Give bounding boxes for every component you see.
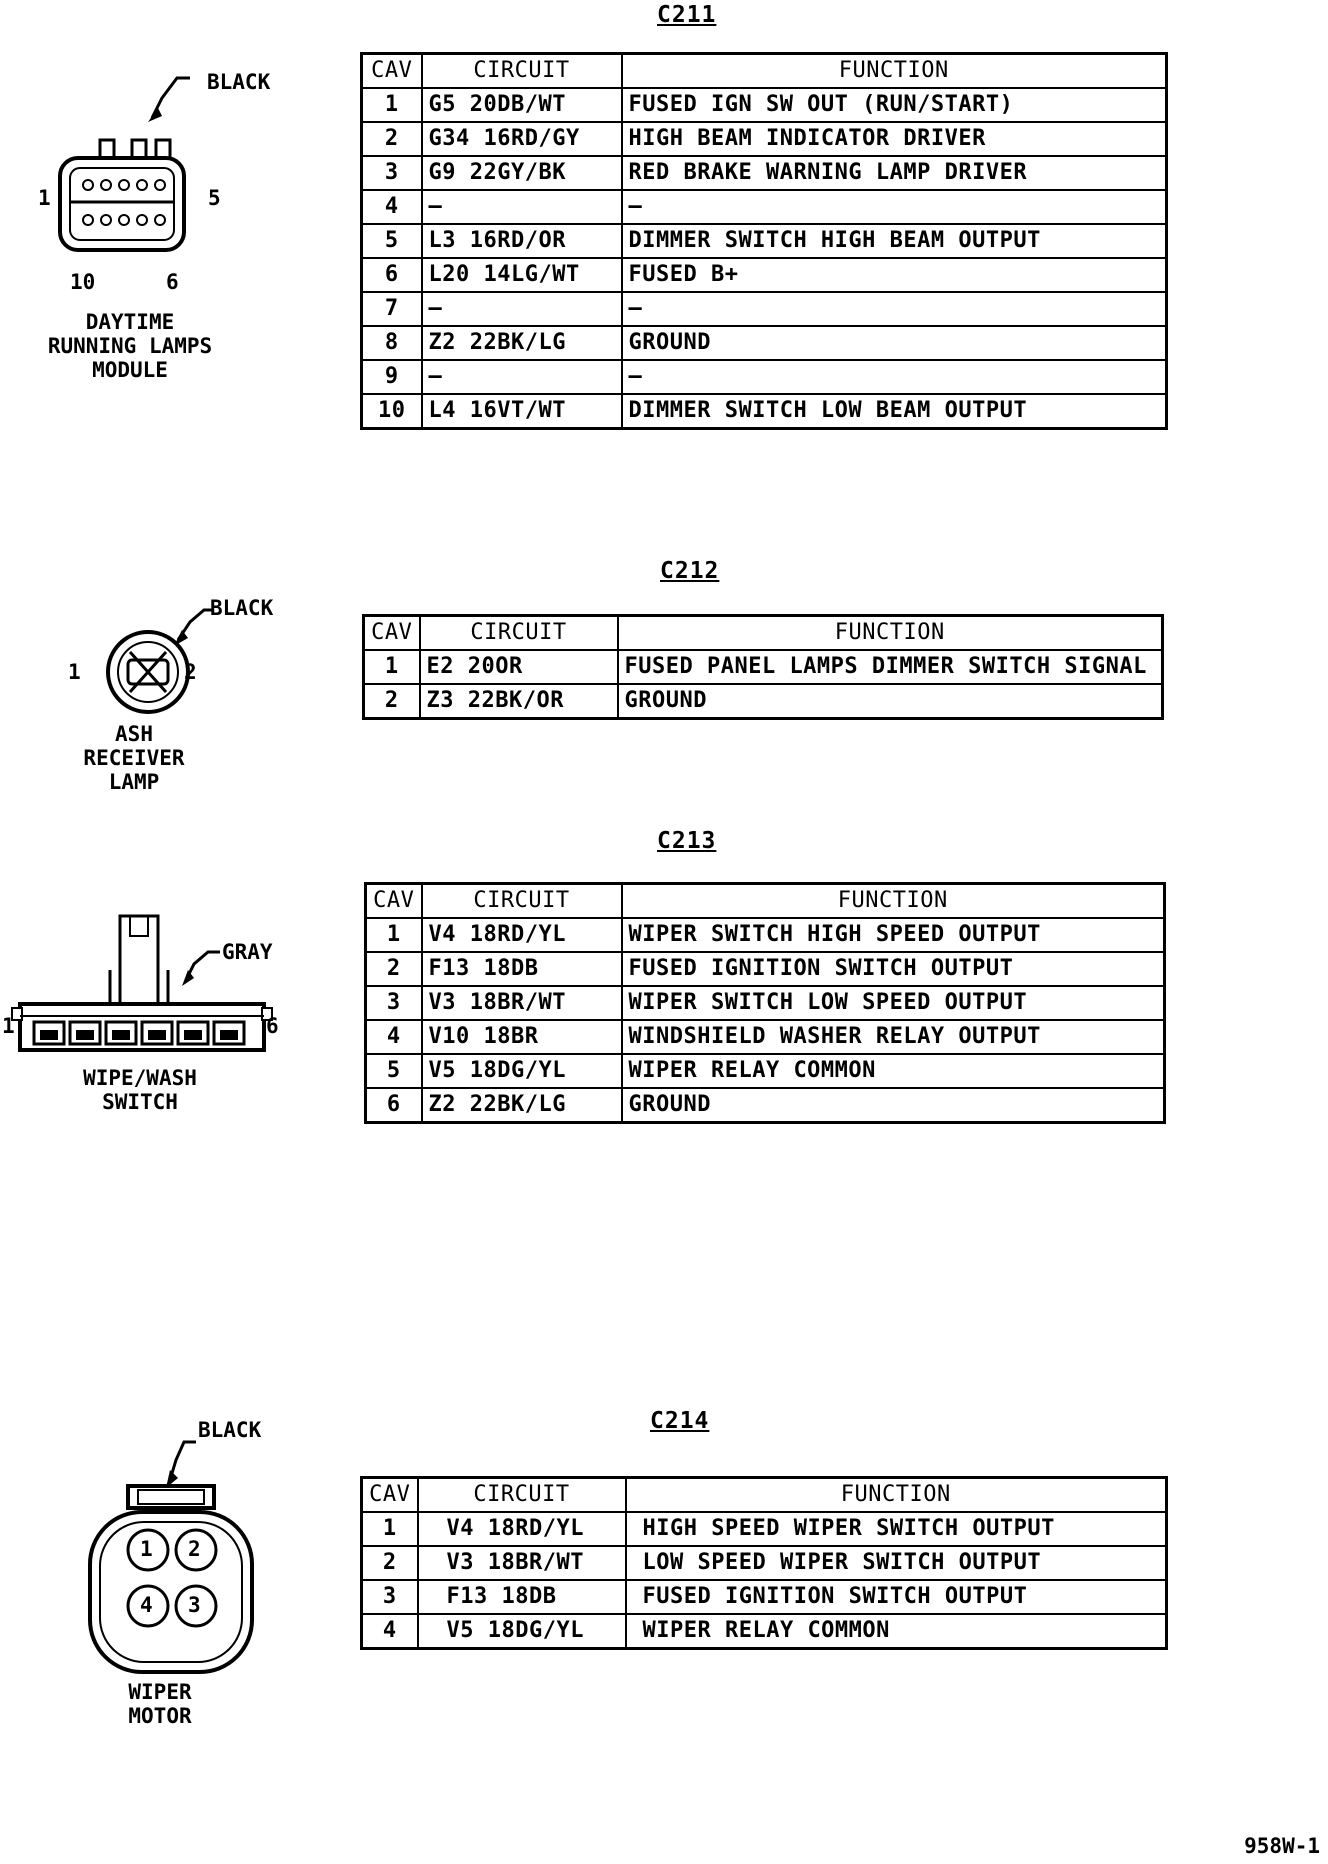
table-row	[366, 952, 1165, 986]
header-cav: CAV	[366, 884, 422, 919]
cav-cell: 5	[362, 224, 422, 258]
pin-label-c213-6: 6	[266, 1014, 279, 1038]
function-cell: FUSED IGNITION SWITCH OUTPUT	[626, 1580, 1167, 1614]
cav-cell: 2	[362, 122, 422, 156]
circuit-cell: G5 20DB/WT	[422, 88, 622, 122]
table-row	[362, 1580, 1167, 1614]
pin-label-c211-10: 10	[70, 270, 96, 294]
header-circuit: CIRCUIT	[422, 884, 622, 919]
circuit-cell: L4 16VT/WT	[422, 394, 622, 429]
color-label-c214: BLACK	[198, 1418, 262, 1442]
circuit-cell: —	[422, 360, 622, 394]
header-circuit: CIRCUIT	[420, 616, 618, 651]
function-cell: —	[622, 292, 1167, 326]
circuit-cell: G9 22GY/BK	[422, 156, 622, 190]
component-name-line: MODULE	[92, 358, 168, 382]
color-label-c212: BLACK	[210, 596, 274, 620]
circuit-cell: L20 14LG/WT	[422, 258, 622, 292]
function-cell: —	[622, 190, 1167, 224]
cav-cell: 4	[366, 1020, 422, 1054]
table-header-row	[366, 884, 1165, 919]
pin-label-c214-1: 1	[140, 1537, 153, 1561]
circuit-cell: Z3 22BK/OR	[420, 684, 618, 719]
cav-cell: 2	[364, 684, 420, 719]
cav-cell: 3	[362, 1580, 418, 1614]
table-row	[366, 1054, 1165, 1088]
color-label-c211: BLACK	[207, 70, 271, 94]
pin-label-c211-1: 1	[38, 186, 51, 210]
table-row	[362, 1512, 1167, 1546]
table-row	[362, 1614, 1167, 1649]
table-row	[362, 258, 1167, 292]
table-row	[362, 292, 1167, 326]
circuit-cell: V5 18DG/YL	[422, 1054, 622, 1088]
connector-c213-drawing	[10, 910, 290, 1060]
circuit-cell: —	[422, 292, 622, 326]
table-header-row	[364, 616, 1163, 651]
circuit-cell: E2 20OR	[420, 650, 618, 684]
component-name-line: MOTOR	[128, 1704, 192, 1728]
cav-cell: 9	[362, 360, 422, 394]
component-name-line: WIPER	[128, 1680, 192, 1704]
function-cell: FUSED PANEL LAMPS DIMMER SWITCH SIGNAL	[618, 650, 1163, 684]
component-name-line: RECEIVER	[83, 746, 185, 770]
function-cell: HIGH SPEED WIPER SWITCH OUTPUT	[626, 1512, 1167, 1546]
pin-label-c214-4: 4	[140, 1593, 153, 1617]
function-cell: —	[622, 360, 1167, 394]
circuit-cell: V4 18RD/YL	[422, 918, 622, 952]
cav-cell: 4	[362, 190, 422, 224]
function-cell: HIGH BEAM INDICATOR DRIVER	[622, 122, 1167, 156]
function-cell: RED BRAKE WARNING LAMP DRIVER	[622, 156, 1167, 190]
function-cell: GROUND	[622, 1088, 1165, 1123]
pinout-table-c211	[360, 52, 1168, 430]
cav-cell: 3	[362, 156, 422, 190]
function-cell: LOW SPEED WIPER SWITCH OUTPUT	[626, 1546, 1167, 1580]
pinout-table-c213	[364, 882, 1166, 1124]
header-cav: CAV	[362, 1478, 418, 1513]
function-cell: DIMMER SWITCH LOW BEAM OUTPUT	[622, 394, 1167, 429]
header-function: FUNCTION	[622, 884, 1165, 919]
circuit-cell: L3 16RD/OR	[422, 224, 622, 258]
table-row	[366, 1020, 1165, 1054]
circuit-cell: Z2 22BK/LG	[422, 1088, 622, 1123]
header-circuit: CIRCUIT	[422, 54, 622, 89]
header-function: FUNCTION	[622, 54, 1167, 89]
function-cell: FUSED IGN SW OUT (RUN/START)	[622, 88, 1167, 122]
table-row	[362, 394, 1167, 429]
table-row	[362, 1546, 1167, 1580]
component-name-c214	[80, 1680, 240, 1728]
component-name-line: DAYTIME	[85, 310, 175, 334]
connector-title-c213: C213	[657, 828, 717, 854]
function-cell: GROUND	[622, 326, 1167, 360]
pin-label-c212-1: 1	[68, 660, 81, 684]
function-cell: DIMMER SWITCH HIGH BEAM OUTPUT	[622, 224, 1167, 258]
table-row	[366, 918, 1165, 952]
function-cell: WIPER RELAY COMMON	[626, 1614, 1167, 1649]
function-cell: WIPER RELAY COMMON	[622, 1054, 1165, 1088]
connector-title-c211: C211	[657, 2, 717, 28]
connector-title-c212: C212	[660, 558, 720, 584]
table-row	[362, 224, 1167, 258]
function-cell: WINDSHIELD WASHER RELAY OUTPUT	[622, 1020, 1165, 1054]
cav-cell: 5	[366, 1054, 422, 1088]
component-name-c213	[50, 1066, 230, 1114]
component-name-line: LAMP	[108, 770, 160, 794]
cav-cell: 1	[362, 1512, 418, 1546]
pinout-table-c212	[362, 614, 1164, 720]
function-cell: FUSED B+	[622, 258, 1167, 292]
cav-cell: 2	[362, 1546, 418, 1580]
pin-label-c214-2: 2	[188, 1537, 201, 1561]
header-function: FUNCTION	[626, 1478, 1167, 1513]
component-name-line: ASH	[115, 722, 153, 746]
component-name-c212	[54, 722, 214, 794]
color-label-c213: GRAY	[222, 940, 273, 964]
header-cav: CAV	[364, 616, 420, 651]
function-cell: GROUND	[618, 684, 1163, 719]
table-row	[362, 156, 1167, 190]
circuit-cell: —	[422, 190, 622, 224]
function-cell: WIPER SWITCH LOW SPEED OUTPUT	[622, 986, 1165, 1020]
circuit-cell: V3 18BR/WT	[418, 1546, 626, 1580]
pin-label-c211-5: 5	[208, 186, 221, 210]
circuit-cell: V5 18DG/YL	[418, 1614, 626, 1649]
table-header-row	[362, 54, 1167, 89]
cav-cell: 4	[362, 1614, 418, 1649]
table-row	[362, 88, 1167, 122]
cav-cell: 8	[362, 326, 422, 360]
cav-cell: 1	[366, 918, 422, 952]
circuit-cell: V10 18BR	[422, 1020, 622, 1054]
circuit-cell: V4 18RD/YL	[418, 1512, 626, 1546]
circuit-cell: Z2 22BK/LG	[422, 326, 622, 360]
table-row	[366, 986, 1165, 1020]
header-cav: CAV	[362, 54, 422, 89]
cav-cell: 1	[362, 88, 422, 122]
cav-cell: 6	[366, 1088, 422, 1123]
pin-label-c212-2: 2	[184, 660, 197, 684]
cav-cell: 2	[366, 952, 422, 986]
circuit-cell: G34 16RD/GY	[422, 122, 622, 156]
table-row	[362, 190, 1167, 224]
connector-c211-drawing	[40, 70, 260, 270]
function-cell: WIPER SWITCH HIGH SPEED OUTPUT	[622, 918, 1165, 952]
figure-code: 958W-1	[1244, 1834, 1320, 1858]
table-row	[362, 360, 1167, 394]
cav-cell: 10	[362, 394, 422, 429]
table-row	[362, 122, 1167, 156]
table-row	[364, 650, 1163, 684]
component-name-line: WIPE/WASH	[83, 1066, 197, 1090]
table-row	[364, 684, 1163, 719]
cav-cell: 1	[364, 650, 420, 684]
connector-c214-drawing	[80, 1420, 260, 1680]
table-row	[362, 326, 1167, 360]
table-row	[366, 1088, 1165, 1123]
pinout-table-c214	[360, 1476, 1168, 1650]
circuit-cell: F13 18DB	[418, 1580, 626, 1614]
header-function: FUNCTION	[618, 616, 1163, 651]
table-header-row	[362, 1478, 1167, 1513]
pin-label-c211-6: 6	[166, 270, 179, 294]
circuit-cell: F13 18DB	[422, 952, 622, 986]
header-circuit: CIRCUIT	[418, 1478, 626, 1513]
component-name-line: RUNNING LAMPS	[47, 334, 213, 358]
cav-cell: 3	[366, 986, 422, 1020]
cav-cell: 6	[362, 258, 422, 292]
connector-title-c214: C214	[650, 1408, 710, 1434]
circuit-cell: V3 18BR/WT	[422, 986, 622, 1020]
cav-cell: 7	[362, 292, 422, 326]
pin-label-c214-3: 3	[188, 1593, 201, 1617]
function-cell: FUSED IGNITION SWITCH OUTPUT	[622, 952, 1165, 986]
component-name-c211	[30, 310, 230, 382]
pin-label-c213-1: 1	[2, 1014, 15, 1038]
component-name-line: SWITCH	[102, 1090, 178, 1114]
